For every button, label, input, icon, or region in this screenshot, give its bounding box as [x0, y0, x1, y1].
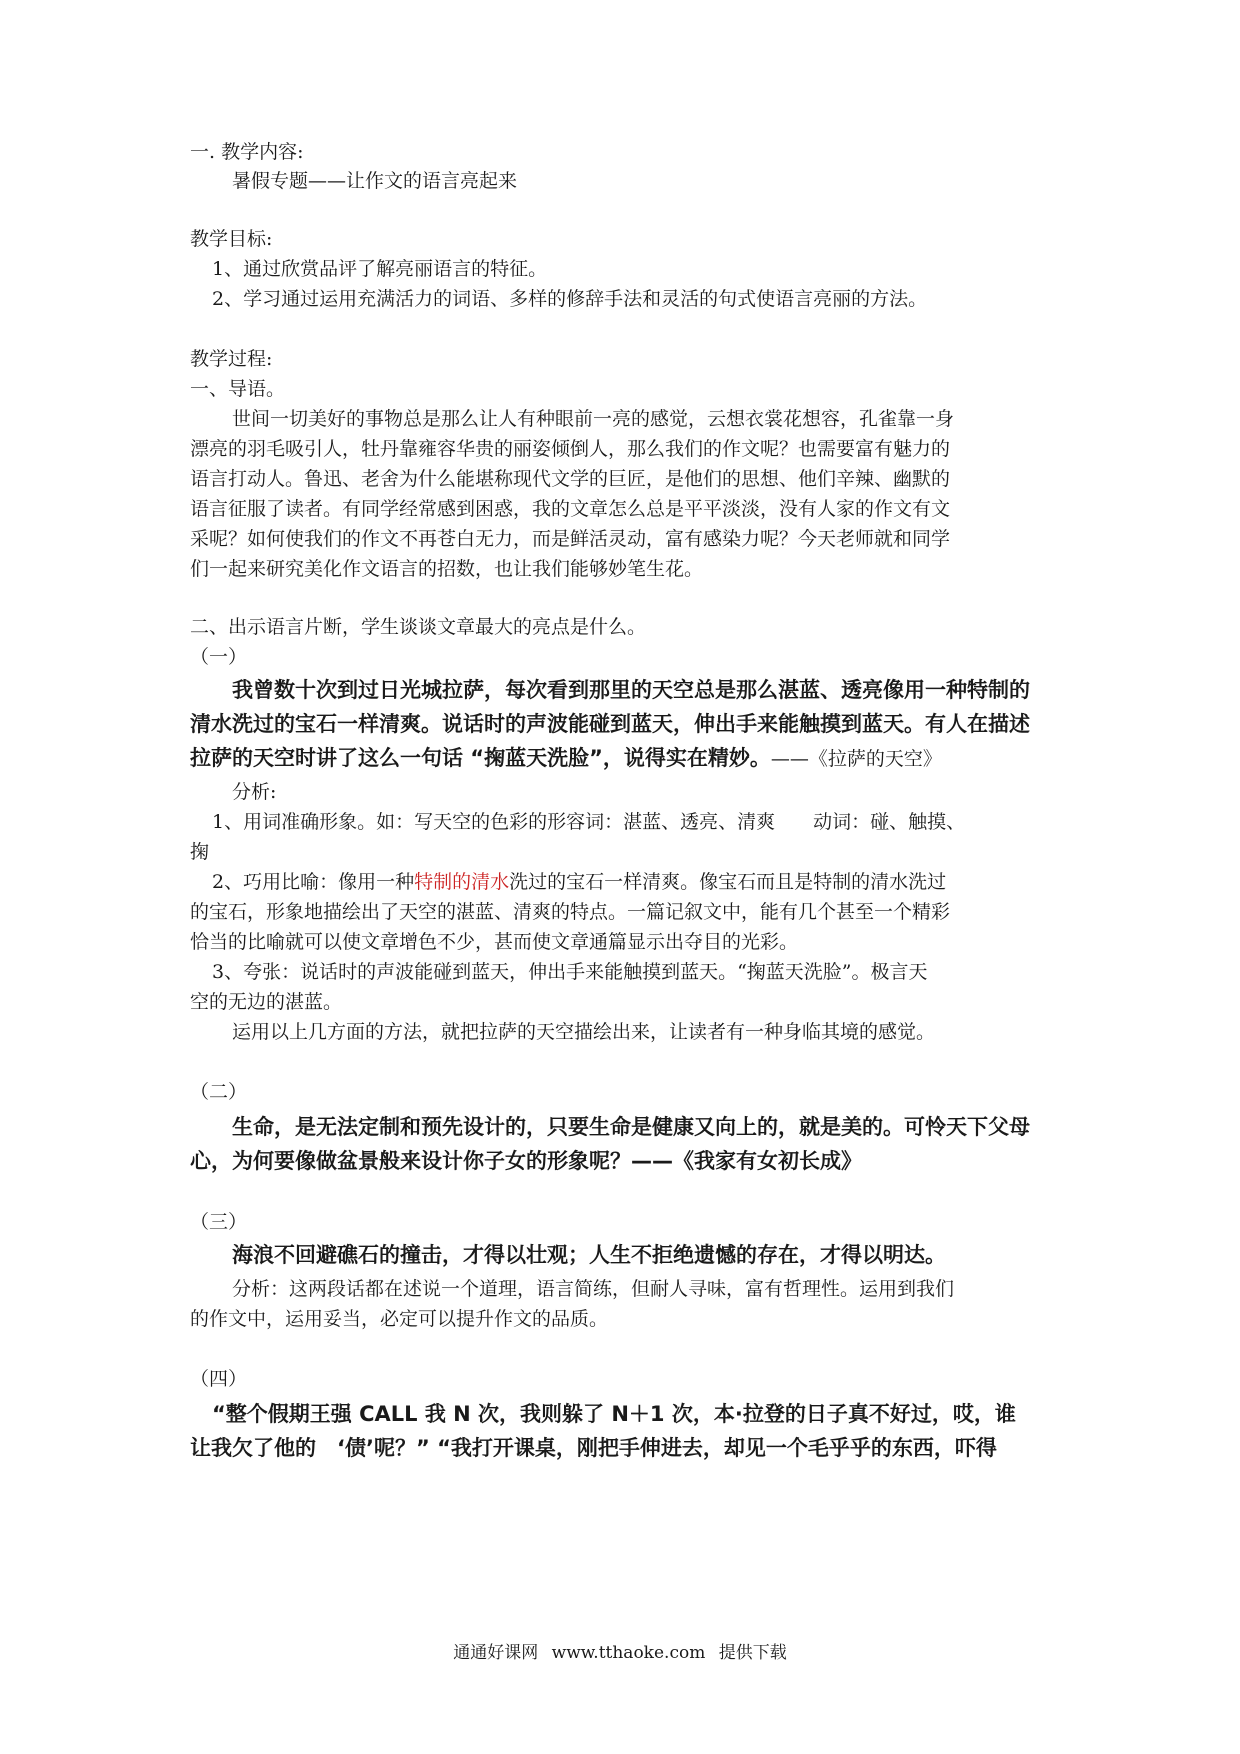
footer-site-name: 通通好课网	[453, 1643, 539, 1663]
passage-1-label: （一）	[190, 646, 248, 668]
analysis-2-line: 的宝石，形象地描绘出了天空的湛蓝、清爽的特点。一篇记叙文中，能有几个甚至一个精彩	[190, 901, 951, 923]
passage-2-label: （二）	[190, 1081, 248, 1103]
analysis-1-line: 1、用词准确形象。如：写天空的色彩的形容词：湛蓝、透亮、清爽 动词：碰、触摸、	[212, 811, 966, 833]
passage-3-label: （三）	[190, 1211, 248, 1233]
passage-2-line: 生命，是无法定制和预先设计的，只要生命是健康又向上的，就是美的。可怜天下父母	[232, 1115, 1030, 1139]
goal-1: 1、通过欣赏品评了解亮丽语言的特征。	[212, 258, 548, 280]
process-heading: 教学过程:	[190, 348, 273, 370]
passage-1-line: 拉萨的天空时讲了这么一句话 “掬蓝天洗脸”，说得实在精妙。	[190, 746, 771, 770]
passage-2-line: 心，为何要像做盆景般来设计你子女的形象呢？——《我家有女初长成》	[190, 1149, 862, 1173]
intro-line: 漂亮的羽毛吸引人，牡丹靠雍容华贵的丽姿倾倒人，那么我们的作文呢？也需要富有魅力的	[190, 438, 951, 460]
analysis-2-highlight: 特制的清水	[414, 871, 510, 893]
passage-1-source: ——《拉萨的天空》	[770, 748, 942, 770]
intro-line: 语言打动人。鲁迅、老舍为什么能堪称现代文学的巨匠，是他们的思想、他们辛辣、幽默的	[190, 468, 951, 490]
passage-3-analysis: 的作文中，运用妥当，必定可以提升作文的品质。	[190, 1308, 609, 1330]
goal-2: 2、学习通过运用充满活力的词语、多样的修辞手法和灵活的句式使语言亮丽的方法。	[212, 288, 928, 310]
analysis-2-line: 恰当的比喻就可以使文章增色不少，甚而使文章通篇显示出夺目的光彩。	[190, 931, 799, 953]
passage-4-line: 让我欠了他的 ‘债’呢？” “我打开课桌，刚把手伸进去，却见一个毛乎乎的东西，吓得	[190, 1436, 997, 1460]
intro-line: 采呢？如何使我们的作文不再苍白无力，而是鲜活灵动，富有感染力呢？今天老师就和同学	[190, 528, 951, 550]
passage-3-analysis: 分析：这两段话都在述说一个道理，语言简练，但耐人寻味，富有哲理性。运用到我们	[232, 1278, 955, 1300]
analysis-2-line	[212, 870, 946, 895]
analysis-summary: 运用以上几方面的方法，就把拉萨的天空描绘出来，让读者有一种身临其境的感觉。	[232, 1021, 936, 1043]
passage-3-line: 海浪不回避礁石的撞击，才得以壮观；人生不拒绝遗憾的存在，才得以明达。	[232, 1243, 946, 1267]
footer-url[interactable]: www.tthaoke.com	[551, 1643, 706, 1663]
analysis-2-prefix: 2、巧用比喻：像用一种	[212, 871, 415, 893]
analysis-3-line: 3、夸张：说话时的声波能碰到蓝天，伸出手来能触摸到蓝天。“掬蓝天洗脸”。极言天	[212, 961, 928, 983]
passage-1-line: 清水洗过的宝石一样清爽。说话时的声波能碰到蓝天，伸出手来能触摸到蓝天。有人在描述	[190, 712, 1030, 736]
part2-heading: 二、出示语言片断，学生谈谈文章最大的亮点是什么。	[190, 616, 647, 638]
analysis-2-suffix: 洗过的宝石一样清爽。像宝石而且是特制的清水洗过	[509, 871, 947, 893]
intro-line: 们一起来研究美化作文语言的招数，也让我们能够妙笔生花。	[190, 558, 704, 580]
content-heading: 一. 教学内容:	[190, 141, 304, 163]
analysis-3-line: 空的无边的湛蓝。	[190, 991, 343, 1013]
goals-heading: 教学目标:	[190, 228, 273, 250]
intro-line: 世间一切美好的事物总是那么让人有种眼前一亮的感觉，云想衣裳花想容，孔雀靠一身	[232, 408, 955, 430]
content-title: 暑假专题——让作文的语言亮起来	[232, 170, 518, 192]
passage-4-label: （四）	[190, 1368, 248, 1390]
passage-1-line: 我曾数十次到过日光城拉萨，每次看到那里的天空总是那么湛蓝、透亮像用一种特制的	[232, 678, 1030, 702]
passage-1-last-line	[190, 745, 942, 772]
passage-4-line: “整个假期王强 CALL 我 N 次，我则躲了 N＋1 次，本·拉登的日子真不好过，哎，谁	[212, 1402, 1016, 1426]
intro-heading: 一、导语。	[190, 378, 286, 400]
footer-note: 提供下载	[718, 1643, 787, 1663]
intro-line: 语言征服了读者。有同学经常感到困惑，我的文章怎么总是平平淡淡，没有人家的作文有文	[190, 498, 951, 520]
analysis-label: 分析:	[232, 781, 277, 803]
analysis-1-line: 掬	[190, 841, 210, 863]
page-footer	[0, 1638, 1240, 1663]
